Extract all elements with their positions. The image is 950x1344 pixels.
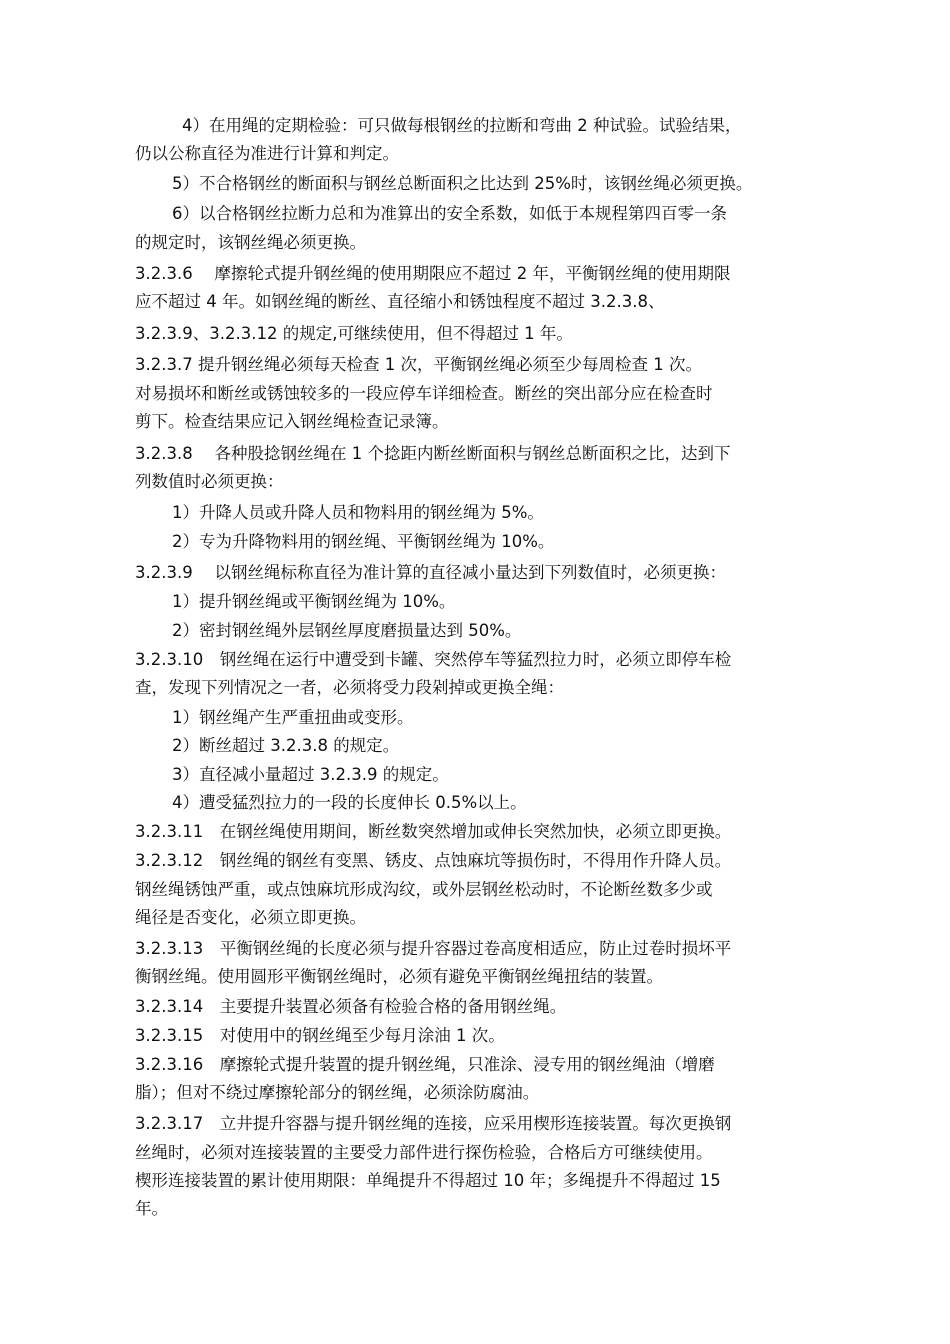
text-line: 3.2.3.6 摩擦轮式提升钢丝绳的使用期限应不超过 2 年，平衡钢丝绳的使用期限 <box>135 264 731 283</box>
text-line: 1）提升钢丝绳或平衡钢丝绳为 10%。 <box>172 592 456 611</box>
text-line: 丝绳时，必须对连接装置的主要受力部件进行探伤检验，合格后方可继续使用。 <box>135 1143 713 1162</box>
text-line: 查，发现下列情况之一者，必须将受力段剁掉或更换全绳： <box>135 678 564 697</box>
text-line: 4）遭受猛烈拉力的一段的长度伸长 0.5%以上。 <box>172 793 527 812</box>
text-line: 3.2.3.14 主要提升装置必须备有检验合格的备用钢丝绳。 <box>135 997 567 1016</box>
text-line: 衡钢丝绳。使用圆形平衡钢丝绳时，必须有避免平衡钢丝绳扭结的装置。 <box>135 967 663 986</box>
text-line: 4）在用绳的定期检验：可只做每根钢丝的拉断和弯曲 2 种试验。试验结果， <box>182 116 742 135</box>
text-line: 3.2.3.12 钢丝绳的钢丝有变黑、锈皮、点蚀麻坑等损伤时，不得用作升降人员。 <box>135 851 732 870</box>
text-line: 3.2.3.13 平衡钢丝绳的长度必须与提升容器过卷高度相适应，防止过卷时损坏平 <box>135 939 732 958</box>
text-line: 2）密封钢丝绳外层钢丝厚度磨损量达到 50%。 <box>172 621 522 640</box>
text-line: 楔形连接装置的累计使用期限：单绳提升不得超过 10 年；多绳提升不得超过 15 <box>135 1171 721 1190</box>
text-line: 2）专为升降物料用的钢丝绳、平衡钢丝绳为 10%。 <box>172 532 555 551</box>
text-line: 1）钢丝绳产生严重扭曲或变形。 <box>172 708 414 727</box>
text-line: 脂）；但对不绕过摩擦轮部分的钢丝绳，必须涂防腐油。 <box>135 1083 540 1102</box>
text-line: 3.2.3.9 以钢丝绳标称直径为准计算的直径减小量达到下列数值时，必须更换： <box>135 563 726 582</box>
text-line: 3.2.3.7 提升钢丝绳必须每天检查 1 次，平衡钢丝绳必须至少每周检查 1 次。 <box>135 355 702 374</box>
text-line: 仍以公称直径为准进行计算和判定。 <box>135 144 399 163</box>
text-line: 3.2.3.11 在钢丝绳使用期间，断丝数突然增加或伸长突然加快，必须立即更换。 <box>135 822 732 841</box>
text-line: 对易损坏和断丝或锈蚀较多的一段应停车详细检查。断丝的突出部分应在检查时 <box>135 384 713 403</box>
text-line: 3.2.3.9、3.2.3.12 的规定,可继续使用，但不得超过 1 年。 <box>135 324 573 343</box>
text-line: 3.2.3.10 钢丝绳在运行中遭受到卡罐、突然停车等猛烈拉力时，必须立即停车检 <box>135 650 732 669</box>
text-line: 5）不合格钢丝的断面积与钢丝总断面积之比达到 25%时，该钢丝绳必须更换。 <box>172 174 753 193</box>
text-line: 3.2.3.16 摩擦轮式提升装置的提升钢丝绳，只准涂、浸专用的钢丝绳油（增磨 <box>135 1055 715 1074</box>
text-line: 3.2.3.15 对使用中的钢丝绳至少每月涂油 1 次。 <box>135 1026 505 1045</box>
text-line: 3.2.3.8 各种股捻钢丝绳在 1 个捻距内断丝断面积与钢丝总断面积之比，达到下 <box>135 444 731 463</box>
text-line: 钢丝绳锈蚀严重，或点蚀麻坑形成沟纹，或外层钢丝松动时，不论断丝数多少或 <box>135 880 713 899</box>
text-line: 绳径是否变化，必须立即更换。 <box>135 908 366 927</box>
text-line: 6）以合格钢丝拉断力总和为准算出的安全系数，如低于本规程第四百零一条 <box>172 204 727 223</box>
text-line: 年。 <box>135 1199 168 1218</box>
text-line: 的规定时，该钢丝绳必须更换。 <box>135 233 366 252</box>
text-line: 3.2.3.17 立井提升容器与提升钢丝绳的连接，应采用楔形连接装置。每次更换钢 <box>135 1114 732 1133</box>
text-line: 3）直径减小量超过 3.2.3.9 的规定。 <box>172 765 449 784</box>
text-line: 列数值时必须更换： <box>135 472 284 491</box>
text-line: 应不超过 4 年。如钢丝绳的断丝、直径缩小和锈蚀程度不超过 3.2.3.8、 <box>135 292 665 311</box>
text-line: 剪下。检查结果应记入钢丝绳检查记录簿。 <box>135 412 449 431</box>
text-line: 1）升降人员或升降人员和物料用的钢丝绳为 5%。 <box>172 503 544 522</box>
text-line: 2）断丝超过 3.2.3.8 的规定。 <box>172 736 400 755</box>
